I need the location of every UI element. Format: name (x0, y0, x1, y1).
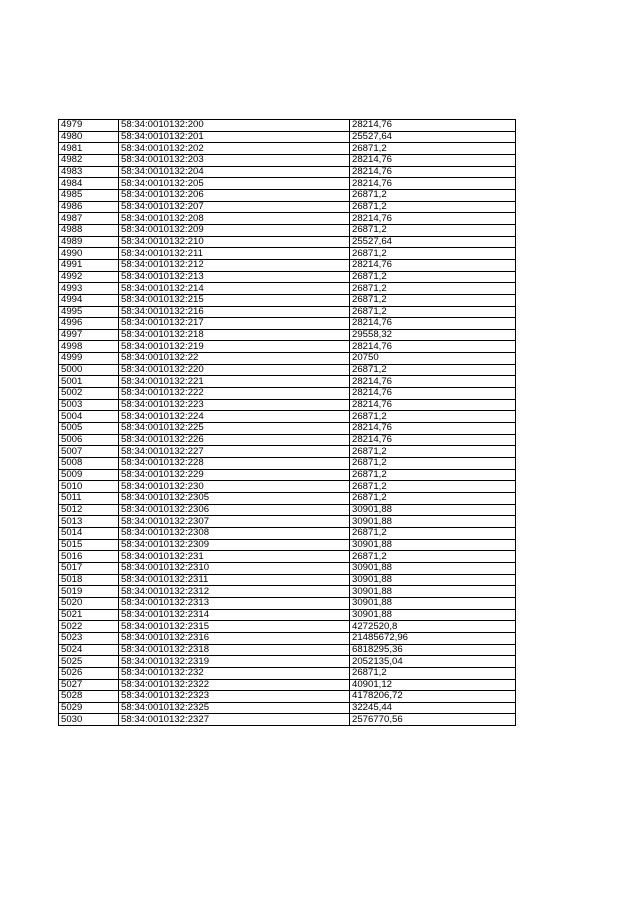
row-number-cell: 5026 (59, 667, 119, 679)
row-number-cell: 4997 (59, 329, 119, 341)
value-cell: 28214,76 (350, 376, 516, 388)
value-cell: 28214,76 (350, 434, 516, 446)
cadastral-number-cell: 58:34:0010132:202 (119, 143, 350, 155)
table-row (59, 189, 516, 201)
row-number-cell: 5010 (59, 481, 119, 493)
table-row (59, 597, 516, 609)
value-cell: 30901,88 (350, 574, 516, 586)
table-row (59, 283, 516, 295)
table-row (59, 411, 516, 423)
cadastral-number-cell: 58:34:0010132:2316 (119, 632, 350, 644)
row-number-cell: 5022 (59, 621, 119, 633)
table-row (59, 201, 516, 213)
table-row (59, 481, 516, 493)
row-number-cell: 4991 (59, 259, 119, 271)
cadastral-number-cell: 58:34:0010132:205 (119, 178, 350, 190)
table-row (59, 644, 516, 656)
value-cell: 30901,88 (350, 562, 516, 574)
value-cell: 26871,2 (350, 493, 516, 505)
row-number-cell: 5016 (59, 551, 119, 563)
value-cell: 30901,88 (350, 597, 516, 609)
table-row (59, 434, 516, 446)
table-row (59, 667, 516, 679)
row-number-cell: 4988 (59, 224, 119, 236)
cadastral-number-cell: 58:34:0010132:2307 (119, 516, 350, 528)
row-number-cell: 4979 (59, 120, 119, 132)
value-cell: 32245,44 (350, 702, 516, 714)
table-row (59, 364, 516, 376)
cadastral-number-cell: 58:34:0010132:218 (119, 329, 350, 341)
table-row (59, 154, 516, 166)
value-cell: 26871,2 (350, 551, 516, 563)
value-cell: 29558,32 (350, 329, 516, 341)
value-cell: 28214,76 (350, 318, 516, 330)
row-number-cell: 5011 (59, 493, 119, 505)
row-number-cell: 5002 (59, 388, 119, 400)
cadastral-number-cell: 58:34:0010132:229 (119, 469, 350, 481)
row-number-cell: 5014 (59, 527, 119, 539)
table-row (59, 236, 516, 248)
row-number-cell: 5006 (59, 434, 119, 446)
cadastral-number-cell: 58:34:0010132:221 (119, 376, 350, 388)
row-number-cell: 5030 (59, 714, 119, 726)
cadastral-number-cell: 58:34:0010132:227 (119, 446, 350, 458)
value-cell: 26871,2 (350, 667, 516, 679)
row-number-cell: 4981 (59, 143, 119, 155)
value-cell: 30901,88 (350, 539, 516, 551)
value-cell: 26871,2 (350, 411, 516, 423)
table-row (59, 504, 516, 516)
value-cell: 4178206,72 (350, 691, 516, 703)
row-number-cell: 4984 (59, 178, 119, 190)
table-row (59, 527, 516, 539)
data-table (58, 119, 516, 726)
value-cell: 26871,2 (350, 189, 516, 201)
cadastral-number-cell: 58:34:0010132:217 (119, 318, 350, 330)
cadastral-number-cell: 58:34:0010132:213 (119, 271, 350, 283)
cadastral-number-cell: 58:34:0010132:2323 (119, 691, 350, 703)
value-cell: 28214,76 (350, 166, 516, 178)
cadastral-number-cell: 58:34:0010132:2305 (119, 493, 350, 505)
cadastral-number-cell: 58:34:0010132:2322 (119, 679, 350, 691)
table-row (59, 166, 516, 178)
cadastral-number-cell: 58:34:0010132:2310 (119, 562, 350, 574)
table-row (59, 248, 516, 260)
value-cell: 6818295,36 (350, 644, 516, 656)
row-number-cell: 5003 (59, 399, 119, 411)
row-number-cell: 5024 (59, 644, 119, 656)
row-number-cell: 5015 (59, 539, 119, 551)
row-number-cell: 4994 (59, 294, 119, 306)
table-row (59, 656, 516, 668)
table-row (59, 131, 516, 143)
cadastral-number-cell: 58:34:0010132:206 (119, 189, 350, 201)
table-row (59, 271, 516, 283)
row-number-cell: 4998 (59, 341, 119, 353)
row-number-cell: 5028 (59, 691, 119, 703)
row-number-cell: 4985 (59, 189, 119, 201)
cadastral-number-cell: 58:34:0010132:226 (119, 434, 350, 446)
cadastral-number-cell: 58:34:0010132:201 (119, 131, 350, 143)
row-number-cell: 4999 (59, 353, 119, 365)
value-cell: 28214,76 (350, 178, 516, 190)
cadastral-number-cell: 58:34:0010132:2318 (119, 644, 350, 656)
value-cell: 30901,88 (350, 609, 516, 621)
value-cell: 25527,64 (350, 131, 516, 143)
cadastral-number-cell: 58:34:0010132:200 (119, 120, 350, 132)
cadastral-number-cell: 58:34:0010132:22 (119, 353, 350, 365)
table-row (59, 423, 516, 435)
table-row (59, 493, 516, 505)
value-cell: 28214,76 (350, 120, 516, 132)
value-cell: 20750 (350, 353, 516, 365)
row-number-cell: 5021 (59, 609, 119, 621)
table-row (59, 679, 516, 691)
row-number-cell: 5023 (59, 632, 119, 644)
table-row (59, 353, 516, 365)
value-cell: 2576770,56 (350, 714, 516, 726)
value-cell: 26871,2 (350, 458, 516, 470)
cadastral-number-cell: 58:34:0010132:2315 (119, 621, 350, 633)
table-row (59, 306, 516, 318)
value-cell: 26871,2 (350, 364, 516, 376)
cadastral-number-cell: 58:34:0010132:230 (119, 481, 350, 493)
value-cell: 26871,2 (350, 201, 516, 213)
table-row (59, 294, 516, 306)
value-cell: 26871,2 (350, 446, 516, 458)
cadastral-number-cell: 58:34:0010132:208 (119, 213, 350, 225)
value-cell: 28214,76 (350, 259, 516, 271)
row-number-cell: 5018 (59, 574, 119, 586)
cadastral-number-cell: 58:34:0010132:228 (119, 458, 350, 470)
table-row (59, 621, 516, 633)
table-row (59, 458, 516, 470)
table-row (59, 539, 516, 551)
table-row (59, 446, 516, 458)
cadastral-number-cell: 58:34:0010132:2308 (119, 527, 350, 539)
row-number-cell: 4986 (59, 201, 119, 213)
row-number-cell: 4989 (59, 236, 119, 248)
row-number-cell: 4993 (59, 283, 119, 295)
cadastral-number-cell: 58:34:0010132:2306 (119, 504, 350, 516)
value-cell: 26871,2 (350, 306, 516, 318)
table-row (59, 388, 516, 400)
value-cell: 28214,76 (350, 388, 516, 400)
table-row (59, 259, 516, 271)
table-row (59, 120, 516, 132)
value-cell: 26871,2 (350, 143, 516, 155)
table-row (59, 178, 516, 190)
value-cell: 28214,76 (350, 341, 516, 353)
row-number-cell: 5009 (59, 469, 119, 481)
cadastral-number-cell: 58:34:0010132:2319 (119, 656, 350, 668)
cadastral-number-cell: 58:34:0010132:2314 (119, 609, 350, 621)
table-row (59, 551, 516, 563)
cadastral-number-cell: 58:34:0010132:2313 (119, 597, 350, 609)
row-number-cell: 5027 (59, 679, 119, 691)
row-number-cell: 5007 (59, 446, 119, 458)
table-row (59, 318, 516, 330)
cadastral-number-cell: 58:34:0010132:210 (119, 236, 350, 248)
table-row (59, 213, 516, 225)
cadastral-number-cell: 58:34:0010132:231 (119, 551, 350, 563)
cadastral-number-cell: 58:34:0010132:211 (119, 248, 350, 260)
table-row (59, 143, 516, 155)
row-number-cell: 5012 (59, 504, 119, 516)
row-number-cell: 5004 (59, 411, 119, 423)
row-number-cell: 4982 (59, 154, 119, 166)
value-cell: 26871,2 (350, 248, 516, 260)
cadastral-number-cell: 58:34:0010132:215 (119, 294, 350, 306)
value-cell: 26871,2 (350, 294, 516, 306)
row-number-cell: 5008 (59, 458, 119, 470)
cadastral-number-cell: 58:34:0010132:225 (119, 423, 350, 435)
row-number-cell: 5019 (59, 586, 119, 598)
cadastral-number-cell: 58:34:0010132:232 (119, 667, 350, 679)
cadastral-number-cell: 58:34:0010132:204 (119, 166, 350, 178)
row-number-cell: 5013 (59, 516, 119, 528)
cadastral-number-cell: 58:34:0010132:2327 (119, 714, 350, 726)
cadastral-number-cell: 58:34:0010132:212 (119, 259, 350, 271)
table-row (59, 632, 516, 644)
value-cell: 28214,76 (350, 213, 516, 225)
row-number-cell: 5025 (59, 656, 119, 668)
cadastral-number-cell: 58:34:0010132:203 (119, 154, 350, 166)
value-cell: 26871,2 (350, 527, 516, 539)
table-row (59, 376, 516, 388)
table-row (59, 224, 516, 236)
table-row (59, 574, 516, 586)
table-row (59, 586, 516, 598)
cadastral-number-cell: 58:34:0010132:209 (119, 224, 350, 236)
row-number-cell: 5020 (59, 597, 119, 609)
value-cell: 28214,76 (350, 423, 516, 435)
table-row (59, 329, 516, 341)
cadastral-number-cell: 58:34:0010132:223 (119, 399, 350, 411)
table-row (59, 516, 516, 528)
cadastral-number-cell: 58:34:0010132:2312 (119, 586, 350, 598)
cadastral-number-cell: 58:34:0010132:2311 (119, 574, 350, 586)
value-cell: 30901,88 (350, 504, 516, 516)
row-number-cell: 5000 (59, 364, 119, 376)
table-row (59, 469, 516, 481)
row-number-cell: 4990 (59, 248, 119, 260)
value-cell: 26871,2 (350, 271, 516, 283)
value-cell: 2052135,04 (350, 656, 516, 668)
value-cell: 30901,88 (350, 516, 516, 528)
table-row (59, 562, 516, 574)
row-number-cell: 4983 (59, 166, 119, 178)
table-row (59, 691, 516, 703)
row-number-cell: 5029 (59, 702, 119, 714)
value-cell: 40901,12 (350, 679, 516, 691)
row-number-cell: 4987 (59, 213, 119, 225)
table-row (59, 714, 516, 726)
cadastral-number-cell: 58:34:0010132:216 (119, 306, 350, 318)
row-number-cell: 4996 (59, 318, 119, 330)
value-cell: 26871,2 (350, 283, 516, 295)
table-row (59, 702, 516, 714)
cadastral-number-cell: 58:34:0010132:2309 (119, 539, 350, 551)
value-cell: 4272520,8 (350, 621, 516, 633)
value-cell: 28214,76 (350, 154, 516, 166)
value-cell: 26871,2 (350, 224, 516, 236)
table-row (59, 341, 516, 353)
row-number-cell: 5005 (59, 423, 119, 435)
cadastral-number-cell: 58:34:0010132:207 (119, 201, 350, 213)
value-cell: 26871,2 (350, 481, 516, 493)
value-cell: 28214,76 (350, 399, 516, 411)
row-number-cell: 4995 (59, 306, 119, 318)
value-cell: 25527,64 (350, 236, 516, 248)
cadastral-number-cell: 58:34:0010132:2325 (119, 702, 350, 714)
value-cell: 26871,2 (350, 469, 516, 481)
cadastral-number-cell: 58:34:0010132:219 (119, 341, 350, 353)
row-number-cell: 4980 (59, 131, 119, 143)
cadastral-number-cell: 58:34:0010132:220 (119, 364, 350, 376)
row-number-cell: 4992 (59, 271, 119, 283)
value-cell: 30901,88 (350, 586, 516, 598)
table-body (59, 120, 516, 726)
value-cell: 21485672,96 (350, 632, 516, 644)
table-row (59, 399, 516, 411)
row-number-cell: 5017 (59, 562, 119, 574)
cadastral-number-cell: 58:34:0010132:214 (119, 283, 350, 295)
row-number-cell: 5001 (59, 376, 119, 388)
cadastral-number-cell: 58:34:0010132:222 (119, 388, 350, 400)
table-row (59, 609, 516, 621)
cadastral-number-cell: 58:34:0010132:224 (119, 411, 350, 423)
